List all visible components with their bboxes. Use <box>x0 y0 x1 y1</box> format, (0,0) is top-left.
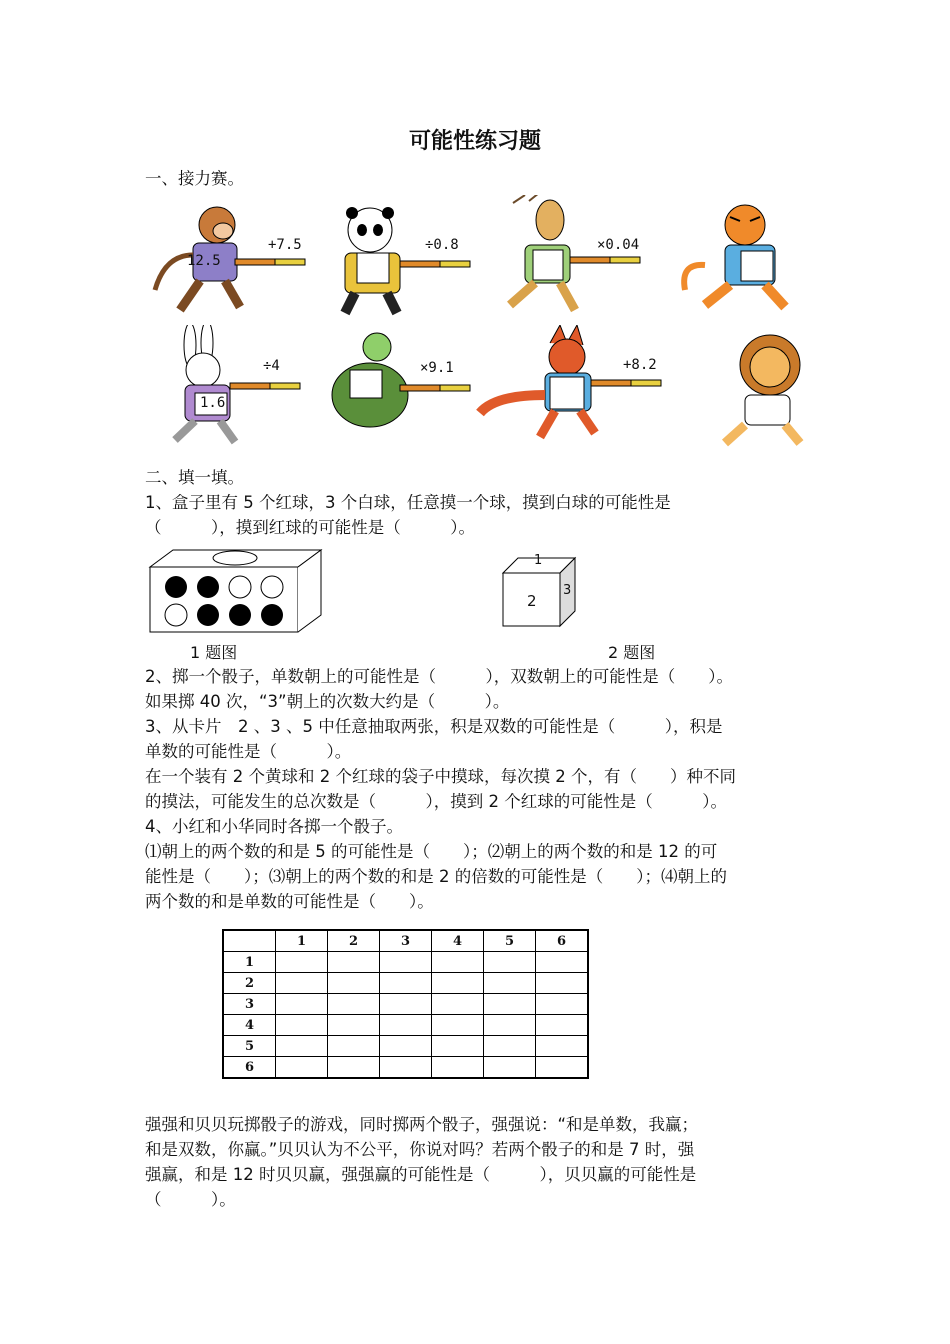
answer-cell[interactable] <box>484 973 536 994</box>
section2-heading: 二、填一填。 <box>145 468 244 487</box>
table-row <box>223 952 588 973</box>
panda-icon <box>345 207 470 313</box>
dice-side-face: 3 <box>563 583 572 598</box>
relay-illustration-row1 <box>145 195 815 325</box>
answer-cell[interactable] <box>276 973 328 994</box>
table-header-cell: 2 <box>328 930 380 952</box>
fox-icon <box>480 325 661 437</box>
relay-card-value: 1.6 <box>200 395 226 411</box>
red-ball-icon <box>261 604 283 626</box>
red-ball-icon <box>197 576 219 598</box>
table-header-cell: 6 <box>536 930 589 952</box>
answer-cell[interactable] <box>432 1036 484 1057</box>
answer-cell[interactable] <box>536 994 589 1015</box>
relay-operation: ×9.1 <box>420 360 454 376</box>
relay-operation: ×0.04 <box>597 237 640 253</box>
answer-cell[interactable] <box>432 994 484 1015</box>
relay-operation: +8.2 <box>623 357 657 373</box>
answer-cell[interactable] <box>484 952 536 973</box>
answer-cell[interactable] <box>536 1036 589 1057</box>
red-ball-icon <box>197 604 219 626</box>
white-ball-icon <box>165 604 187 626</box>
question-1-line2: （ ），摸到红球的可能性是（ ）。 <box>145 518 475 537</box>
answer-cell[interactable] <box>380 952 432 973</box>
relay-row-2 <box>145 325 815 450</box>
figure-1-caption: 1 题图 <box>190 643 238 662</box>
table-row <box>223 1057 588 1079</box>
ball-box-figure <box>148 545 323 635</box>
monkey-icon <box>155 207 305 310</box>
dice-front-face: 2 <box>527 592 537 610</box>
answer-cell[interactable] <box>276 1057 328 1079</box>
table-header-cell: 1 <box>276 930 328 952</box>
answer-cell[interactable] <box>432 952 484 973</box>
answer-cell[interactable] <box>328 1036 380 1057</box>
question-2-line2: 如果掷 40 次，“3”朝上的次数大约是（ ）。 <box>145 692 510 711</box>
answer-cell[interactable] <box>380 1036 432 1057</box>
answer-cell[interactable] <box>484 994 536 1015</box>
question-3-line1: 3、从卡片 2 、3 、5 中任意抽取两张，积是双数的可能性是（ ），积是 <box>145 717 723 736</box>
relay-operation: +7.5 <box>268 237 302 253</box>
tiger-icon <box>684 205 785 307</box>
answer-cell[interactable] <box>484 1015 536 1036</box>
figure-2-caption: 2 题图 <box>608 643 656 662</box>
answer-cell[interactable] <box>380 973 432 994</box>
answer-cell[interactable] <box>536 973 589 994</box>
answer-cell[interactable] <box>484 1036 536 1057</box>
question-5-line3: 强赢，和是 12 时贝贝赢，强强赢的可能性是（ ），贝贝赢的可能性是 <box>145 1165 697 1184</box>
answer-cell[interactable] <box>328 952 380 973</box>
answer-cell[interactable] <box>328 1015 380 1036</box>
question-5-line1: 强强和贝贝玩掷骰子的游戏，同时掷两个骰子，强强说：“和是单数，我赢； <box>145 1115 699 1134</box>
answer-cell[interactable] <box>276 994 328 1015</box>
table-header-cell <box>223 930 276 952</box>
rabbit-icon <box>175 325 300 442</box>
answer-cell[interactable] <box>276 1036 328 1057</box>
question-5-line2: 和是双数，你赢。”贝贝认为不公平，你说对吗？若两个骰子的和是 7 时，强 <box>145 1140 695 1159</box>
answer-cell[interactable] <box>328 994 380 1015</box>
table-header-row <box>223 930 588 952</box>
lion-icon <box>725 335 800 443</box>
answer-cell[interactable] <box>432 973 484 994</box>
page-title: 可能性练习题 <box>408 129 541 154</box>
white-ball-icon <box>229 576 251 598</box>
table-header-cell: 5 <box>484 930 536 952</box>
turtle-icon <box>332 333 470 427</box>
row-label: 3 <box>223 994 276 1015</box>
answer-cell[interactable] <box>432 1057 484 1079</box>
answer-cell[interactable] <box>380 1015 432 1036</box>
red-ball-icon <box>165 576 187 598</box>
dice-top-face: 1 <box>534 553 543 568</box>
table-row <box>223 994 588 1015</box>
relay-illustration-row2 <box>145 325 815 450</box>
question-3-line2: 单数的可能性是（ ）。 <box>145 742 352 761</box>
answer-cell[interactable] <box>328 1057 380 1079</box>
row-label: 6 <box>223 1057 276 1079</box>
relay-operation: ÷0.8 <box>425 237 459 253</box>
table-header-cell: 4 <box>432 930 484 952</box>
row-label: 4 <box>223 1015 276 1036</box>
question-4-line1: 4、小红和小华同时各掷一个骰子。 <box>145 817 403 836</box>
answer-cell[interactable] <box>276 952 328 973</box>
table-row <box>223 973 588 994</box>
white-ball-icon <box>261 576 283 598</box>
question-1-line1: 1、盒子里有 5 个红球，3 个白球，任意摸一个球，摸到白球的可能性是 <box>145 493 671 512</box>
answer-cell[interactable] <box>432 1015 484 1036</box>
answer-cell[interactable] <box>536 1015 589 1036</box>
answer-cell[interactable] <box>380 994 432 1015</box>
section1-heading: 一、接力赛。 <box>145 169 244 188</box>
row-label: 1 <box>223 952 276 973</box>
table-header-cell: 3 <box>380 930 432 952</box>
answer-cell[interactable] <box>536 1057 589 1079</box>
question-2-line1: 2、掷一个骰子，单数朝上的可能性是（ ），双数朝上的可能性是（ ）。 <box>145 667 733 686</box>
answer-cell[interactable] <box>328 973 380 994</box>
question-3b-line2: 的摸法，可能发生的总次数是（ ），摸到 2 个红球的可能性是（ ）。 <box>145 792 727 811</box>
answer-cell[interactable] <box>380 1057 432 1079</box>
question-3b-line1: 在一个装有 2 个黄球和 2 个红球的袋子中摸球，每次摸 2 个，有（ ）种不同 <box>145 767 736 786</box>
question-4-line2: ⑴朝上的两个数的和是 5 的可能性是（ ）；⑵朝上的两个数的和是 12 的可 <box>145 842 718 861</box>
relay-row-1 <box>145 195 815 325</box>
row-label: 2 <box>223 973 276 994</box>
relay-operation: ÷4 <box>263 358 280 374</box>
relay-card-value: 12.5 <box>187 253 221 269</box>
answer-cell[interactable] <box>536 952 589 973</box>
question-4-line3: 能性是（ ）；⑶朝上的两个数的和是 2 的倍数的可能性是（ ）；⑷朝上的 <box>145 867 727 886</box>
table-row <box>223 1036 588 1057</box>
answer-cell[interactable] <box>276 1015 328 1036</box>
dice-sum-table <box>222 929 589 1079</box>
table-row <box>223 1015 588 1036</box>
answer-cell[interactable] <box>484 1057 536 1079</box>
question-4-line4: 两个数的和是单数的可能性是（ ）。 <box>145 892 434 911</box>
red-ball-icon <box>229 604 251 626</box>
row-label: 5 <box>223 1036 276 1057</box>
question-5-line4: （ ）。 <box>145 1190 236 1209</box>
